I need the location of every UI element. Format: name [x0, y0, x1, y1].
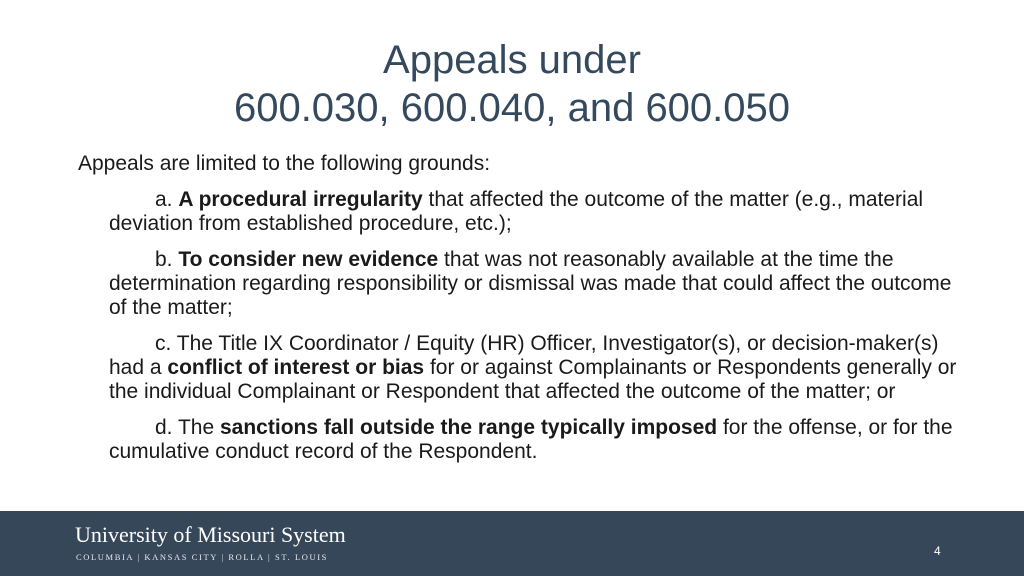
appeal-ground-b [109, 248, 958, 320]
appeal-ground-c [109, 332, 958, 404]
appeal-ground-d [109, 416, 958, 464]
appeal-ground-c-text: for or against Complainants or Respondents generally or the individual Complainant or Respondent that affected the outcome of the matter; or [109, 356, 957, 403]
footer-bar [0, 511, 1024, 576]
slide-title-line-2: 600.030, 600.040, and 600.050 [233, 86, 791, 130]
appeal-ground-a-prefix: a. [155, 188, 179, 211]
appeal-ground-c-prefix: c. The Title IX Coordinator / Equity (HR) Officer, Investigator(s), or decision-maker(s) had a [109, 332, 939, 379]
appeal-ground-d-prefix: d. The [155, 416, 220, 439]
appeal-ground-b-text: that was not reasonably available at the time the determination regarding responsibility or dismissal was made that could affect the outcome of the matter; [109, 248, 952, 319]
appeal-ground-a-emphasis: A procedural irregularity [178, 188, 423, 211]
organization-name: University of Missouri System [75, 522, 346, 547]
appeal-ground-d-emphasis: sanctions fall outside the range typically imposed [220, 416, 718, 439]
page-number: 4 [934, 544, 941, 558]
campus-list: COLUMBIA | KANSAS CITY | ROLLA | ST. LOUIS [76, 552, 328, 562]
appeal-ground-a [109, 188, 958, 236]
appeal-ground-d-text: for the offense, or for the cumulative conduct record of the Respondent. [109, 416, 953, 463]
appeal-ground-b-emphasis: To consider new evidence [178, 248, 439, 271]
slide-title [0, 36, 1024, 132]
slide-title-line-1: Appeals under [383, 38, 641, 82]
appeal-ground-b-prefix: b. [155, 248, 179, 271]
slide-body [78, 152, 958, 476]
appeals-intro: Appeals are limited to the following grounds: [78, 152, 491, 175]
appeal-ground-a-text: that affected the outcome of the matter (e.g., material deviation from established procedure, etc.); [109, 188, 924, 235]
appeal-ground-c-emphasis: conflict of interest or bias [167, 356, 425, 379]
